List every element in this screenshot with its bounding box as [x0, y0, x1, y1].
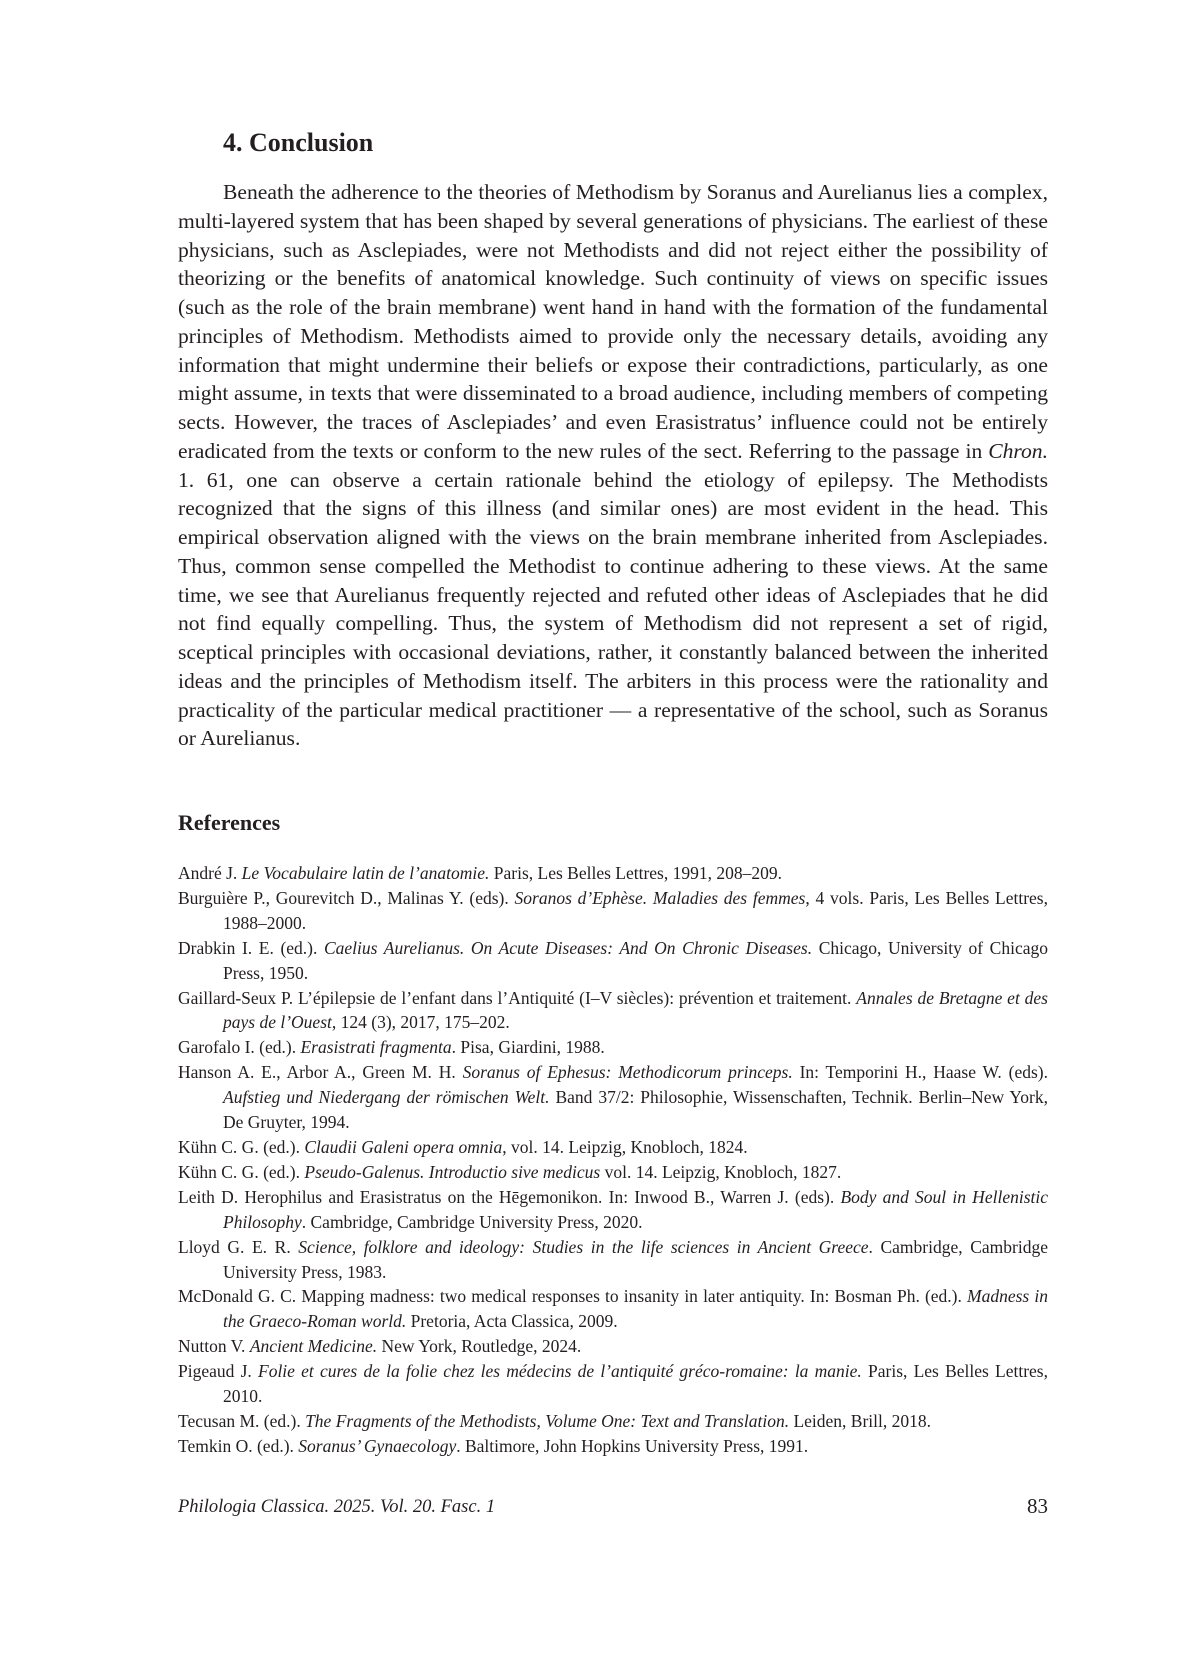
reference-item [178, 1060, 1048, 1135]
reference-pre: Pigeaud J. [178, 1361, 258, 1382]
reference-pre: Leith D. Herophilus and Erasistratus on the Hēgemonikon. In: Inwood B., Warren J. (eds). [178, 1186, 841, 1207]
reference-post: , 4 vols. Paris, Les Belles Lettres, 1988–2000. [223, 887, 1048, 933]
reference-item [178, 1359, 1048, 1409]
reference-ital: Ancient Medicine. [249, 1336, 378, 1357]
reference-post: , 124 (3), 2017, 175–202. [331, 1012, 510, 1033]
reference-post: New York, Routledge, 2024. [377, 1336, 582, 1357]
reference-ital: Claudii Galeni opera omnia [304, 1136, 503, 1157]
reference-post: Pretoria, Acta Classica, 2009. [406, 1311, 618, 1332]
reference-ital: Erasistrati fragmenta [300, 1037, 452, 1058]
reference-post: Leiden, Brill, 2018. [789, 1410, 932, 1431]
reference-pre: McDonald G. C. Mapping madness: two medical responses to insanity in later antiquity. In: Bosman Ph. (ed.). [178, 1286, 968, 1307]
paragraph-italic-citation: Chron. [988, 438, 1048, 463]
paragraph-text-continued: 1. 61, one can observe a certain rationale behind the etiology of epilepsy. The Methodists recognized that the signs of this illness (and similar ones) are most evident in the head. This empirical observation aligned with the views on the brain membrane inherited from Asclepiades. Thus, common sense compelled the Methodist to continue adhering to these views. At the same time, we see that Aurelianus frequently rejected and refuted other ideas of Asclepiades that he did not find equally compelling. Thus, the system of Methodism did not represent a set of rigid, sceptical principles with occasional deviations, rather, it constantly balanced between the inherited ideas and the principles of Methodism itself. The arbiters in this process were the rationality and practicality of the particular medical practitioner — a representative of the school, such as Soranus or Aurelianus. [178, 467, 1048, 751]
reference-ital: Body and Soul in Hellenistic Philosophy [223, 1186, 1048, 1232]
reference-ital: Caelius Aurelianus. On Acute Diseases: And On Chronic Diseases. [323, 937, 813, 958]
reference-ital: Soranus’ Gynaecology [298, 1435, 457, 1456]
reference-item [178, 861, 1048, 886]
reference-pre: Garofalo I. (ed.). [178, 1037, 301, 1058]
reference-item [178, 886, 1048, 936]
reference-pre: Tecusan M. (ed.). [178, 1410, 306, 1431]
reference-post: . Baltimore, John Hopkins University Press, 1991. [456, 1435, 809, 1456]
reference-pre: Burguière P., Gourevitch D., Malinas Y. (eds). [178, 887, 515, 908]
reference-post: Paris, Les Belles Lettres, 1991, 208–209. [489, 863, 782, 883]
reference-pre: Temkin O. (ed.). [178, 1435, 299, 1456]
reference-post: vol. 14. Leipzig, Knobloch, 1827. [600, 1161, 842, 1182]
reference-item [178, 1235, 1048, 1285]
footer-journal: Philologia Classica. 2025. Vol. 20. Fasc. 1 [178, 1497, 496, 1517]
reference-item [178, 1284, 1048, 1334]
reference-post2: Band 37/2: Philosophie, Wissenschaften, Technik. Berlin–New York, De Gruyter, 1994. [223, 1087, 1048, 1133]
reference-post: , vol. 14. Leipzig, Knobloch, 1824. [502, 1136, 748, 1157]
reference-post: In: Temporini H., Haase W. (eds). [792, 1062, 1048, 1083]
reference-post: Chicago, University of Chicago Press, 1950. [223, 937, 1048, 983]
reference-post: . Cambridge, Cambridge University Press, 2020. [301, 1211, 643, 1232]
reference-item [178, 986, 1048, 1036]
reference-item [178, 936, 1048, 986]
reference-item [178, 1135, 1048, 1160]
reference-item [178, 1160, 1048, 1185]
reference-ital: Le Vocabulaire latin de l’anatomie. [241, 863, 490, 883]
reference-ital: Pseudo-Galenus. Introductio sive medicus [304, 1161, 601, 1182]
page-number: 83 [1027, 1494, 1048, 1518]
reference-pre: Lloyd G. E. R. [178, 1236, 299, 1257]
references-heading: References [178, 810, 281, 835]
reference-item [178, 1035, 1048, 1060]
reference-pre: Drabkin I. E. (ed.). [178, 937, 324, 958]
references-list [178, 861, 1048, 1459]
reference-post: . Pisa, Giardini, 1988. [451, 1037, 605, 1058]
reference-post: . Cambridge, Cambridge University Press, 1983. [223, 1236, 1048, 1282]
reference-ital: Science, folklore and ideology: Studies in the life sciences in Ancient Greece [298, 1236, 869, 1257]
reference-ital2: Aufstieg und Niedergang der römischen Welt. [223, 1087, 550, 1108]
reference-ital: Soranus of Ephesus: Methodicorum princeps. [462, 1062, 793, 1083]
reference-post: Paris, Les Belles Lettres, 2010. [223, 1361, 1048, 1407]
reference-item [178, 1185, 1048, 1235]
reference-ital: Soranos d’Ephèse. Maladies des femmes [514, 887, 806, 908]
reference-pre: Kühn C. G. (ed.). [178, 1136, 305, 1157]
reference-ital: Folie et cures de la folie chez les médecins de l’antiquité gréco-romaine: la manie. [258, 1361, 862, 1382]
conclusion-paragraph [178, 178, 1048, 753]
reference-ital: The Fragments of the Methodists, Volume One: Text and Translation. [305, 1410, 790, 1431]
reference-item [178, 1334, 1048, 1359]
reference-item [178, 1434, 1048, 1459]
paragraph-text: Beneath the adherence to the theories of Methodism by Soranus and Aurelianus lies a complex, multi-layered system that has been shaped by several generations of physicians. The earliest of these physicians, such as Asclepiades, were not Methodists and did not reject either the possibility of theorizing or the benefits of anatomical knowledge. Such continuity of views on specific issues (such as the role of the brain membrane) went hand in hand with the formation of the fundamental principles of Methodism. Methodists aimed to provide only the necessary details, avoiding any information that might undermine their beliefs or expose their contradictions, particularly, as one might assume, in texts that were disseminated to a broad audience, including members of competing sects. However, the traces of Asclepiades’ and even Erasistratus’ influence could not be entirely eradicated from the texts or conform to the new rules of the sect. Referring to the passage in [178, 180, 1048, 463]
reference-pre: Kühn C. G. (ed.). [178, 1161, 305, 1182]
reference-item [178, 1409, 1048, 1434]
reference-pre: Hanson A. E., Arbor A., Green M. H. [178, 1062, 463, 1083]
reference-ital: Madness in the Graeco-Roman world. [223, 1286, 1048, 1332]
reference-ital: Annales de Bretagne et des pays de l’Ouest [223, 987, 1048, 1033]
reference-pre: Nutton V. [178, 1336, 250, 1357]
section-heading: 4. Conclusion [223, 128, 374, 157]
reference-pre: André J. [178, 863, 242, 883]
reference-pre: Gaillard-Seux P. L’épilepsie de l’enfant dans l’Antiquité (I–V siècles): prévention et traitement. [178, 987, 857, 1008]
